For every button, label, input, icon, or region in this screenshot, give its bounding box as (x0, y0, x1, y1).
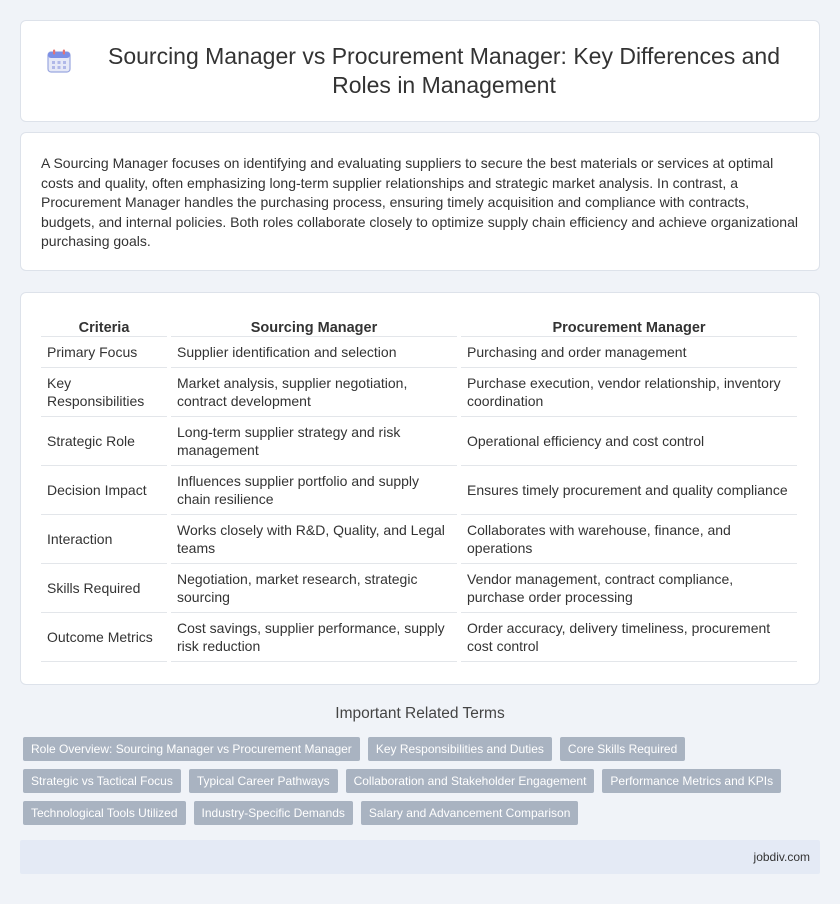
related-term-tag[interactable]: Industry-Specific Demands (194, 801, 353, 825)
table-row (41, 564, 797, 613)
related-term-tag[interactable]: Performance Metrics and KPIs (602, 769, 781, 793)
table-row (41, 337, 797, 368)
column-header: Procurement Manager (461, 309, 797, 337)
table-row (41, 368, 797, 417)
comparison-table (37, 309, 801, 662)
procurement-cell: Ensures timely procurement and quality compliance (461, 466, 797, 515)
table-row (41, 515, 797, 564)
table-row (41, 466, 797, 515)
table-row (41, 417, 797, 466)
comparison-table-card (20, 292, 820, 685)
procurement-cell: Operational efficiency and cost control (461, 417, 797, 466)
criteria-cell: Primary Focus (41, 337, 167, 368)
related-term-tag[interactable]: Key Responsibilities and Duties (368, 737, 552, 761)
page-title: Sourcing Manager vs Procurement Manager: Key Differences and Roles in Management (107, 43, 781, 98)
related-term-tag[interactable]: Technological Tools Utilized (23, 801, 186, 825)
sourcing-cell: Negotiation, market research, strategic sourcing (171, 564, 457, 613)
column-header: Criteria (41, 309, 167, 337)
table-header-row (41, 309, 797, 337)
criteria-cell: Skills Required (41, 564, 167, 613)
criteria-cell: Key Responsibilities (41, 368, 167, 417)
sourcing-cell: Supplier identification and selection (171, 337, 457, 368)
related-term-tag[interactable]: Typical Career Pathways (189, 769, 338, 793)
related-term-tag[interactable]: Salary and Advancement Comparison (361, 801, 578, 825)
footer-site-link[interactable]: jobdiv.com (753, 850, 810, 864)
procurement-cell: Purchase execution, vendor relationship, inventory coordination (461, 368, 797, 417)
criteria-cell: Strategic Role (41, 417, 167, 466)
criteria-cell: Outcome Metrics (41, 613, 167, 662)
footer (20, 840, 820, 874)
sourcing-cell: Long-term supplier strategy and risk management (171, 417, 457, 466)
related-terms-row (23, 769, 817, 793)
intro-card (20, 132, 820, 271)
column-header: Sourcing Manager (171, 309, 457, 337)
intro-paragraph: A Sourcing Manager focuses on identifying and evaluating suppliers to secure the best materials or services at optimal costs and quality, often emphasizing long-term supplier relationships and strategic market analysis. In contrast, a Procurement Manager handles the purchasing process, ensuring timely acquisition and compliance with contracts, budgets, and internal policies. Both roles collaborate closely to optimize supply chain efficiency and achieve organizational purchasing goals. (41, 155, 798, 250)
sourcing-cell: Market analysis, supplier negotiation, contract development (171, 368, 457, 417)
related-term-tag[interactable]: Role Overview: Sourcing Manager vs Procurement Manager (23, 737, 360, 761)
criteria-cell: Interaction (41, 515, 167, 564)
calendar-icon (46, 48, 72, 74)
table-row (41, 613, 797, 662)
title-card (20, 20, 820, 122)
procurement-cell: Order accuracy, delivery timeliness, procurement cost control (461, 613, 797, 662)
sourcing-cell: Cost savings, supplier performance, supply risk reduction (171, 613, 457, 662)
related-term-tag[interactable]: Collaboration and Stakeholder Engagement (346, 769, 595, 793)
sourcing-cell: Works closely with R&D, Quality, and Legal teams (171, 515, 457, 564)
related-terms-row (23, 737, 817, 761)
procurement-cell: Vendor management, contract compliance, purchase order processing (461, 564, 797, 613)
procurement-cell: Purchasing and order management (461, 337, 797, 368)
related-terms-row (23, 801, 817, 825)
related-term-tag[interactable]: Strategic vs Tactical Focus (23, 769, 181, 793)
procurement-cell: Collaborates with warehouse, finance, and operations (461, 515, 797, 564)
related-term-tag[interactable]: Core Skills Required (560, 737, 685, 761)
sourcing-cell: Influences supplier portfolio and supply chain resilience (171, 466, 457, 515)
criteria-cell: Decision Impact (41, 466, 167, 515)
related-terms-title: Important Related Terms (335, 705, 505, 722)
